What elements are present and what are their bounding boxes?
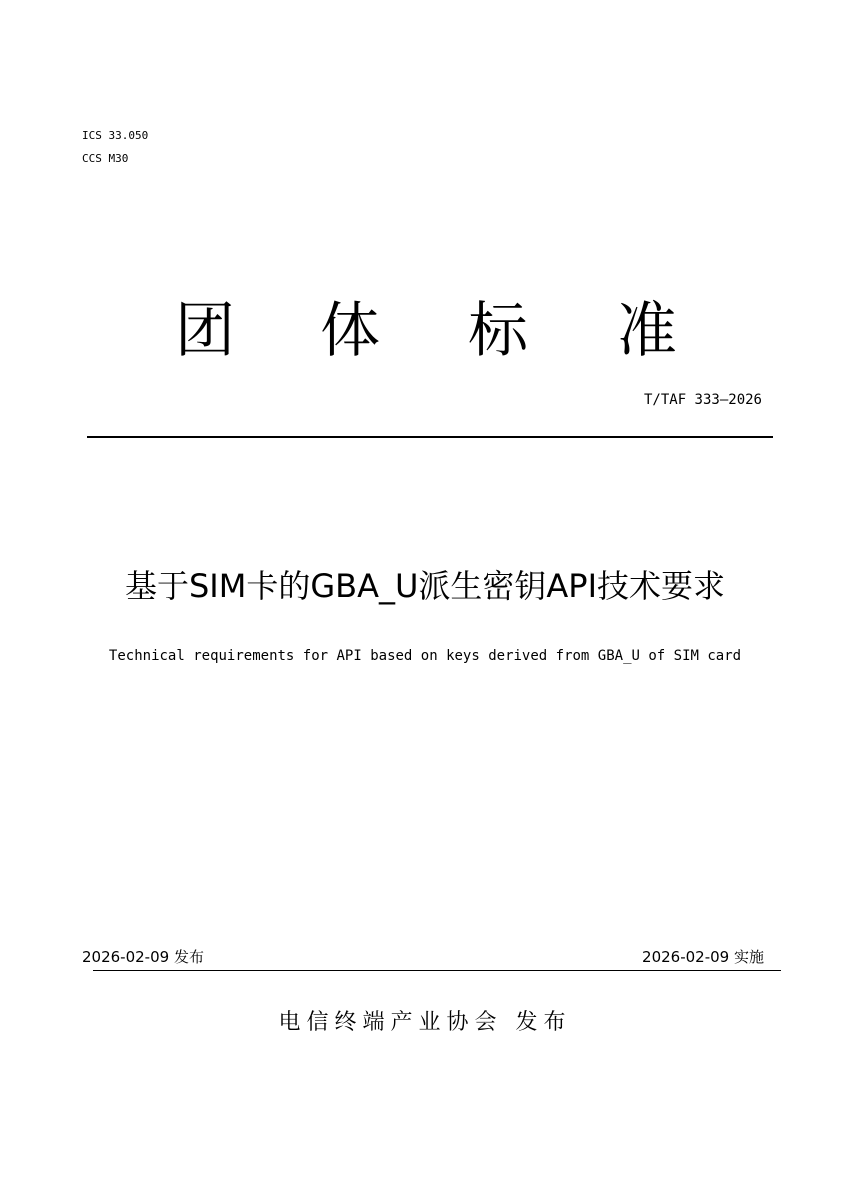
doc-type-char-4: 准 (617, 296, 677, 366)
standard-number: T/TAF 333—2026 (643, 392, 762, 408)
ccs-code: CCS M30 (82, 152, 129, 165)
issuer: 电信终端产业协会 发布 (278, 1010, 572, 1035)
title-chinese: 基于SIM卡的GBA_U派生密钥API技术要求 (124, 567, 726, 605)
publish-date: 2026-02-09 发布 (82, 948, 204, 966)
doc-type-char-2: 体 (320, 296, 380, 366)
top-divider (87, 436, 773, 438)
bottom-divider (93, 970, 781, 971)
ics-code: ICS 33.050 (82, 129, 149, 142)
doc-type-char-1: 团 (175, 296, 235, 366)
title-english: Technical requirements for API based on keys derived from GBA_U of SIM card (108, 648, 742, 664)
doc-type-char-3: 标 (468, 296, 528, 366)
implement-date: 2026-02-09 实施 (642, 948, 764, 966)
